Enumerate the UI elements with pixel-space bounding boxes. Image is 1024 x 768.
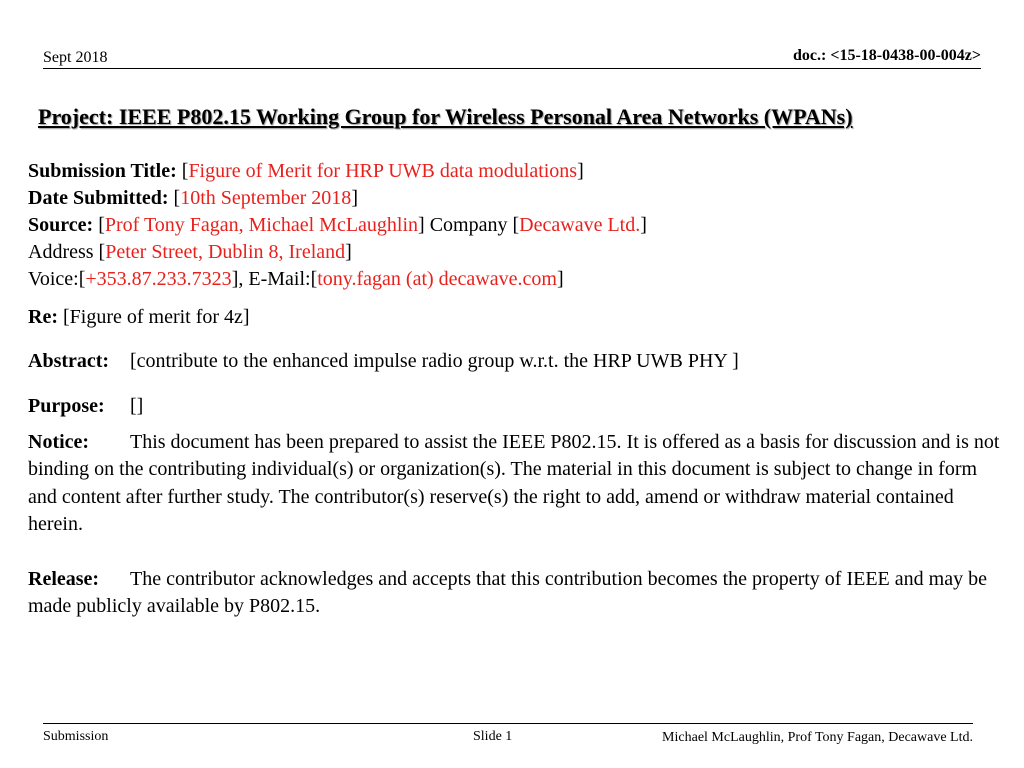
purpose-line (28, 395, 143, 418)
source-line: Source: [Prof Tony Fagan, Michael McLaughlin] Company [Decawave Ltd.] (28, 214, 647, 236)
footer-slide-number: Slide 1 (473, 729, 513, 744)
header-date: Sept 2018 (43, 49, 108, 66)
footer-divider (43, 723, 973, 724)
abstract-line (28, 350, 739, 373)
release-label: Release: (28, 568, 100, 590)
header-divider (43, 68, 981, 69)
release-paragraph (28, 566, 1003, 621)
footer-submission: Submission (43, 729, 109, 744)
address-label: Address (28, 241, 94, 263)
contact-line: Voice:[+353.87.233.7323], E-Mail:[tony.fagan (at) decawave.com] (28, 268, 564, 290)
company-label: Company (429, 214, 508, 236)
notice-text: This document has been prepared to assist the IEEE P802.15. It is offered as a basis for discussion and is not binding on the contributing individual(s) or organization(s). The material in this document is subject to change in form and content after further study. The contributor(s) reserve(s) the right to add, amend or withdraw material contained herein. (28, 431, 1000, 535)
purpose-label: Purpose: (28, 395, 105, 417)
date-submitted-value: 10th September 2018 (180, 187, 352, 209)
date-submitted-label: Date Submitted: (28, 187, 169, 209)
source-label: Source: (28, 214, 94, 236)
header-doc-id: doc.: <15-18-0438-00-004z> (793, 47, 981, 64)
submission-title-value: Figure of Merit for HRP UWB data modulations (188, 160, 578, 182)
re-value: [Figure of merit for 4z] (62, 306, 250, 328)
submission-title-label: Submission Title: (28, 160, 177, 182)
source-value: Prof Tony Fagan, Michael McLaughlin (104, 214, 419, 236)
project-title: Project: IEEE P802.15 Working Group for Wireless Personal Area Networks (WPANs) (38, 104, 853, 129)
email-label: E-Mail: (248, 268, 311, 290)
voice-label: Voice: (28, 268, 79, 290)
release-text: The contributor acknowledges and accepts that this contribution becomes the property of IEEE and may be made publicly available by P802.15. (28, 568, 987, 618)
voice-value: +353.87.233.7323 (85, 268, 232, 290)
date-submitted-line: Date Submitted: [10th September 2018] (28, 187, 358, 209)
submission-title-line: Submission Title: [Figure of Merit for HRP UWB data modulations] (28, 160, 584, 182)
re-line (28, 306, 250, 329)
email-value: tony.fagan (at) decawave.com (317, 268, 557, 290)
address-value: Peter Street, Dublin 8, Ireland (105, 241, 346, 263)
footer-authors: Michael McLaughlin, Prof Tony Fagan, Decawave Ltd. (662, 730, 973, 745)
notice-paragraph (28, 429, 1003, 538)
abstract-label: Abstract: (28, 350, 110, 372)
purpose-value: [] (130, 395, 144, 417)
address-line: Address [Peter Street, Dublin 8, Ireland] (28, 241, 352, 263)
re-label: Re: (28, 306, 58, 328)
notice-label: Notice: (28, 431, 90, 453)
company-value: Decawave Ltd. (519, 214, 641, 236)
abstract-value: [contribute to the enhanced impulse radio group w.r.t. the HRP UWB PHY ] (130, 350, 739, 372)
